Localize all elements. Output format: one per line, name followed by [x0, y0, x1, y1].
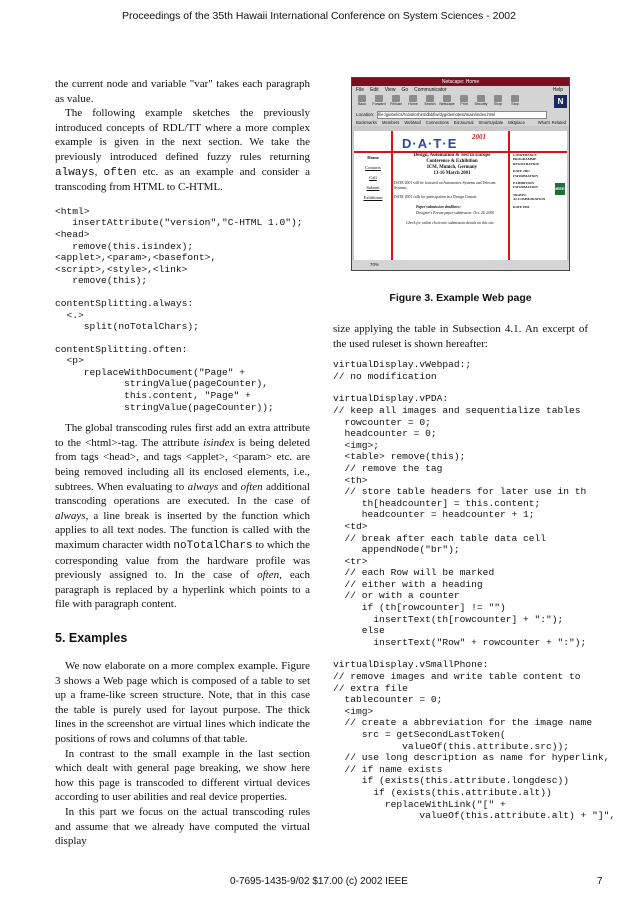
- stop-icon: [511, 95, 519, 102]
- toolbar-button: Stop: [508, 95, 522, 109]
- event-title: Design, Automation & Test in Europe Conference & Exhibition ICM, Munich, Germany 13-16 March 2001: [413, 153, 491, 176]
- paragraph: the current node and variable "var" takes each paragraph as value.: [55, 78, 310, 105]
- home-icon: [409, 95, 417, 102]
- toolbar-button: Shop: [491, 95, 505, 109]
- table-row-line: [354, 151, 567, 153]
- date-logo: D·A·T·E 2001: [402, 133, 486, 151]
- paragraph: size applying the table in Subsection 4.1. An excerpt of the used ruleset is shown hereafter:: [333, 323, 588, 350]
- menu-item: Communicator: [414, 87, 447, 93]
- toolbar-button: Search: [423, 95, 437, 109]
- print-icon: [460, 95, 468, 102]
- bookmarks-label: Bookmarks: [356, 120, 377, 125]
- page-footer: 0-7695-1435-9/02 $17.00 (c) 2002 IEEE: [230, 876, 408, 887]
- code-block: virtualDisplay.vWebpad:; // no modification: [333, 359, 472, 382]
- left-column: [55, 77, 310, 849]
- location-label: Location:: [356, 112, 375, 117]
- toolbar-button: Home: [406, 95, 420, 109]
- toolbar-button: Security: [474, 95, 488, 109]
- bookmark-item: Members: [381, 120, 400, 125]
- status-bar: 70%: [352, 260, 570, 270]
- nav-link: Exhibition: [363, 195, 383, 200]
- bookmark-item: WebMail: [404, 120, 421, 125]
- security-icon: [477, 95, 485, 102]
- paragraph: The following example sketches the previously introduced concepts of RDL/TT where a more complex example is given in the next section. We take the previously introduced defined fuzzy rules returning always, often etc. as an example and consider a transcoding from HTML to C-HTML.: [55, 107, 311, 194]
- nav-link: Home: [367, 155, 379, 160]
- search-icon: [426, 95, 434, 102]
- right-column: [333, 322, 616, 822]
- toolbar-button: Forward: [372, 95, 386, 109]
- menu-item: View: [384, 87, 396, 93]
- web-page-content: [354, 131, 567, 261]
- code-block: contentSplitting.always: <.> split(noTotalChars);: [55, 297, 199, 333]
- toolbar-button: Reload: [389, 95, 403, 109]
- page-body-text: DATE 2001 will be focussed on Automotive Systems and Telecom Systems. DATE 2001 calls for participation in a Design Contest. Paper submission deadlines: Designer's Forum paper submission: Oct. 24, 2000 Check for online electronic submission details on this site.: [394, 181, 496, 226]
- figure-screenshot: [351, 77, 570, 271]
- reload-icon: [392, 95, 400, 102]
- paragraph: We now elaborate on a more complex example. Figure 3 shows a Web page which is composed of a table to set up a frame-like screen structure. Note, that in this case the table is purely used for layout purpose. The thick lines in the screenshot are virtual lines which indicate the positions of rows and columns of that table.: [55, 659, 310, 745]
- code-block: virtualDisplay.vPDA: // keep all images and sequentialize tables rowcounter = 0; headcounter = 0; <img>; <table> remove(this); // remove the tag <th> // store table headers for later use in th th[headcounter] = this.content; headcounter = headcounter + 1; <td> // break after each table data cell appendNode("br"); <tr> // each Row will be marked // either with a heading // or with a counter if (th[rowcounter] != "") insertText(th[rowcounter] + ":"); else insertText("Row" + rowcounter + ":");: [333, 393, 587, 648]
- running-header: Proceedings of the 35th Hawaii International Conference on System Sciences - 2002: [122, 10, 516, 22]
- bookmark-item: Connections: [425, 120, 449, 125]
- nav-link: Call: [369, 175, 377, 180]
- shop-icon: [494, 95, 502, 102]
- toolbar-button: Print: [457, 95, 471, 109]
- page-number: 7: [597, 876, 603, 887]
- paragraph: In contrast to the small example in the last section which dealt with general page breaking, we show here how this page is transcoded to different virtual devices according to user abilities and real device properties.: [55, 747, 310, 804]
- back-icon: [358, 95, 366, 102]
- menu-item-help: Help: [552, 87, 563, 93]
- menu-item: Go: [401, 87, 409, 93]
- toolbar-button: Netscape: [440, 95, 454, 109]
- section-heading: 5. Examples: [55, 630, 128, 645]
- paragraph: In this part we focus on the actual transcoding rules and assume that we already have computed the virtual display: [55, 805, 310, 848]
- nav-link: Contacts: [365, 165, 381, 170]
- code-block: <html> insertAttribute("version","C-HTML 1.0"); <head> remove(this.isindex); <applet>,<param>,<basefont>, <script>,<style>,<link> remove(this);: [55, 205, 303, 287]
- ieee-badge: IEEE: [555, 183, 565, 195]
- window-titlebar: Netscape: Home: [352, 78, 569, 86]
- bookmark-item: Mktplace: [508, 120, 525, 125]
- bookmarks-bar: [352, 119, 569, 126]
- nav-link: Submit: [366, 185, 380, 190]
- location-bar: [352, 111, 569, 119]
- forward-icon: [375, 95, 383, 102]
- menu-item: Edit: [370, 87, 379, 93]
- menu-item: File: [356, 87, 365, 93]
- code-block: contentSplitting.often: <p> replaceWithDocument("Page" + stringValue(pageCounter), this.content, "Page" + stringValue(pageCounter));: [55, 343, 274, 413]
- browser-toolbar: [352, 94, 569, 111]
- toolbar-button: Back: [355, 95, 369, 109]
- paragraph: The global transcoding rules first add an extra attribute to the <html>-tag. The attribute isindex is being deleted from tags <head>, and tags <applet>, <param> etc. are being removed including all its enclosed elements, i.e., subtrees. When evaluating to always and often additional transcoding operations are executed. In the case of always, a line break is inserted by the function which applies to all text nodes. The function is called with the maximum character width noTotalChars to which the corresponding value from the hardware profile was previously assigned to. In the case of often, each paragraph is replaced by a hyperlink which points to a file with paragraph content.: [55, 422, 310, 611]
- page-side-links: CONFERENCE PROGRAMME REGISTRATION DATE 2001 INFORMATION EXHIBITION INFORMATION TRAVEL ACCOMMODATION DATE PDF: [513, 153, 546, 209]
- whats-related: What's Related: [537, 120, 566, 125]
- netscape-icon: [443, 95, 451, 102]
- netscape-logo-icon: N: [554, 95, 567, 108]
- page-nav: [358, 153, 388, 203]
- bookmark-item: SmartUpdate: [478, 120, 504, 125]
- figure-caption: Figure 3. Example Web page: [389, 292, 532, 304]
- code-block: virtualDisplay.vSmallPhone: // remove images and write table content to // extra file tablecounter = 0; <img> // create a abbreviation for the image name src = getSecondLastToken( valueOf(this.attribute.src)); // use long description as name for hyperlink, // if name exists if (exists(this.attribute.longdesc)) if (exists(this.attribute.alt)) replaceWithLink("[" + valueOf(this.attribute.alt) + "]",: [333, 659, 616, 822]
- location-field: file:/giebel/cs/rcdat/cshirs/dbbfiw/dyg/demotest/main/index.html: [377, 111, 547, 119]
- menu-bar: [352, 86, 569, 94]
- bookmark-item: BizJournal: [453, 120, 474, 125]
